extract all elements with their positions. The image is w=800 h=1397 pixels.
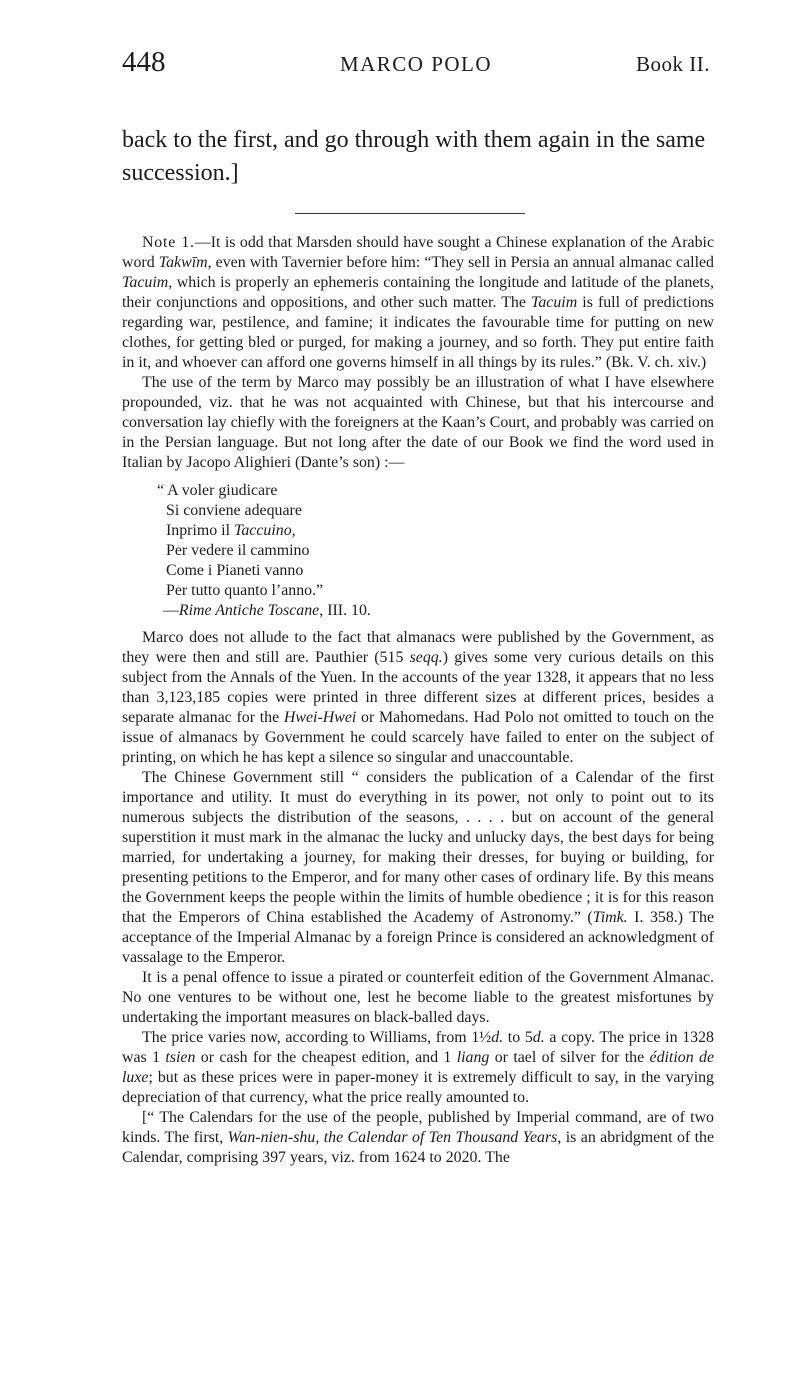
poem-attribution: —Rime Antiche Toscane, III. 10. xyxy=(163,602,371,619)
notes-section xyxy=(122,233,714,1168)
lead-paragraph: back to the first, and go through with them again in the same succession.] xyxy=(122,127,706,186)
paragraph-calendars: [“ The Calendars for the use of the people, published by Imperial command, are of two kinds. The first, Wan-nien-shu, the Calendar of Ten Thousand Years, is an abridgment of the Calendar, comprising 397 years, viz. from 1624 to 2020. The xyxy=(122,1109,715,1166)
page-header xyxy=(122,46,710,86)
paragraph-chinese-government: The Chinese Government still “ considers the publication of a Calendar of the first importance and utility. It must do everything in its power, not only to point out to its numerous subjects the distribution of the seasons, . . . . but on account of the general superstition it must mark in the almanac the lucky and unlucky days, the best days for being married, for undertaking a journey, for making their dresses, for buying or building, for presenting petitions to the Emperor, and for many other cases of ordinary life. By this means the Government keeps the people within the limits of humble obedience ; it is for this reason that the Emperors of China established the Academy of Astronomy.” (Timk. I. 358.) The acceptance of the Imperial Almanac by a foreign Prince is considered an acknowledgment of vassalage to the Emperor. xyxy=(122,769,715,966)
poem-line: Come i Pianeti vanno xyxy=(166,562,304,579)
poem-line: Per vedere il cammino xyxy=(166,542,310,559)
poem-line: Per tutto quanto l’anno.” xyxy=(166,582,324,599)
poem-line: “ A voler giudicare xyxy=(157,482,278,499)
note-1-paragraph: Note 1.—It is odd that Marsden should have sought a Chinese explanation of the Arabic word Takwīm, even with Tavernier before him: “They sell in Persia an annual almanac called Tacuim, which is properly an ephemeris containing the longitude and latitude of the planets, their conjunctions and oppositions, and other such matter. The Tacuim is full of predictions regarding war, pestilence, and famine; it indicates the favourable time for putting on new clothes, for getting bled or purged, for making a journey, and so forth. They put entire faith in it, and whoever can afford one governs himself in all things by its rules.” (Bk. V. ch. xiv.) xyxy=(122,234,714,371)
paragraph-price: The price varies now, according to Williams, from 1½d. to 5d. a copy. The price in 1328 was 1 tsien or cash for the cheapest edition, and 1 liang or tael of silver for the édition de luxe; but as these prices were in paper-money it is extremely difficult to say, in the varying depreciation of that currency, what the price really amounted to. xyxy=(122,1029,715,1106)
paragraph-penal-offence: It is a penal offence to issue a pirated or counterfeit edition of the Government Almanac. No one ventures to be without one, lest he become liable to the greatest misfortunes by undertaking the important measures on black-balled days. xyxy=(122,969,714,1026)
poem-line: Si conviene adequare xyxy=(166,502,302,519)
note-label: Note 1. xyxy=(142,234,195,251)
page-number: 448 xyxy=(122,46,166,78)
paragraph-almanacs: Marco does not allude to the fact that almanacs were published by the Government, as they were then and still are. Pauthier (515 seqq.) gives some very curious details on this subject from the Annals of the Yuen. In the accounts of the year 1328, it appears that no less than 3,123,185 copies were printed in three different sizes at different prices, besides a separate almanac for the Hwei-Hwei or Mahomedans. Had Polo not omitted to touch on the issue of almanacs by Government he could scarcely have failed to enter on the subject of printing, on which he has kept a silence so singular and unaccountable. xyxy=(122,629,714,766)
running-title: MARCO POLO xyxy=(339,52,493,76)
section-divider xyxy=(295,213,525,214)
book-label: Book II. xyxy=(636,52,710,76)
poem-quotation xyxy=(122,481,714,621)
poem-line: Inprimo il Taccuino, xyxy=(166,522,296,539)
note-1-paragraph-2: The use of the term by Marco may possibly be an illustration of what I have elsewhere propounded, viz. that he was not acquainted with Chinese, but that his intercourse and conversation lay chiefly with the foreigners at the Kaan’s Court, and probably was carried on in the Persian language. But not long after the date of our Book we find the word used in Italian by Jacopo Alighieri (Dante’s son) :— xyxy=(122,374,714,471)
